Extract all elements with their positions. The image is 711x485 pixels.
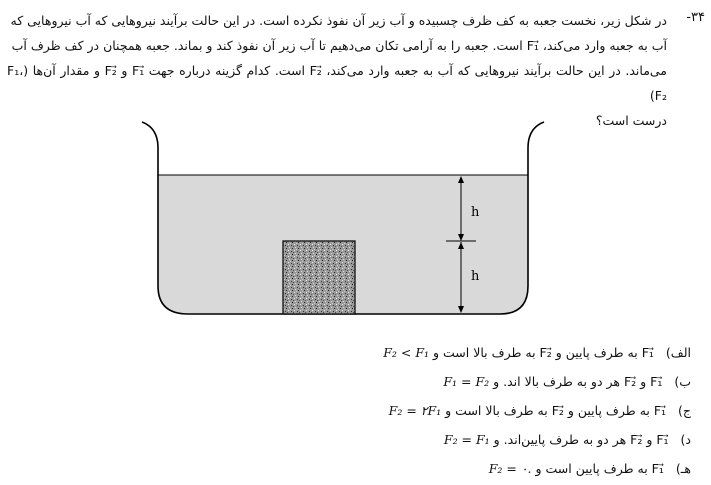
question-text: [7, 8, 667, 133]
option-d[interactable]: [191, 425, 691, 454]
option-label: ج): [678, 403, 691, 418]
answer-options: [191, 338, 691, 483]
option-label: ب): [674, 374, 691, 389]
option-math: F₁ = F₂: [443, 374, 490, 389]
option-label: د): [680, 432, 691, 447]
option-text: F₁⃗ به طرف پایین است و: [535, 461, 664, 476]
question-line-1: در شکل زیر، نخست جعبه به کف ظرف چسبیده و آب زیر آن نفوذ نکرده است. در این حالت برآیند نیروهایی که آب نیروهایی که: [10, 13, 667, 28]
label-h-lower: h: [471, 269, 480, 284]
option-math: F₂ = ۲F₁: [388, 403, 442, 418]
option-c[interactable]: [191, 396, 691, 425]
option-text: F₁⃗ و F₂⃗ هر دو به طرف بالا اند. و: [493, 374, 663, 389]
question-line-3: می‌ماند. در این حالت برآیند نیروهایی که آب به جعبه وارد می‌کند، F₂⃗ است. کدام گزینه درباره جهت F₁⃗ و F₂⃗ و مقدار آن‌ها (F₁، F₂): [7, 63, 668, 103]
option-text: F₁⃗ به طرف پایین و F₂⃗ به طرف بالا است و: [433, 345, 654, 360]
box: [283, 241, 355, 314]
question-number: -۳۴: [686, 10, 705, 25]
option-text: F₁⃗ به طرف پایین و F₂⃗ به طرف بالا است و: [445, 403, 667, 418]
option-text: F₁⃗ و F₂⃗ هر دو به طرف پایین‌اند. و: [493, 432, 669, 447]
container-figure: [138, 118, 550, 320]
option-b[interactable]: [191, 367, 691, 396]
option-math: F₂ < F₁: [383, 345, 430, 360]
option-label: هـ): [675, 461, 691, 476]
option-e[interactable]: [191, 454, 691, 483]
option-a[interactable]: [191, 338, 691, 367]
label-h-upper: h: [471, 205, 480, 220]
option-math: F₂ = F₁: [443, 432, 490, 447]
question-line-4: درست است؟: [595, 113, 667, 128]
option-label: الف): [665, 345, 691, 360]
option-math: F₂ = ۰.: [488, 461, 532, 476]
question-line-2: آب به جعبه وارد می‌کند، F₁⃗ است. جعبه را به آرامی تکان می‌دهیم تا آب زیر آن نفوذ کند و بماند. جعبه همچنان در کف ظرف آب: [11, 38, 667, 53]
